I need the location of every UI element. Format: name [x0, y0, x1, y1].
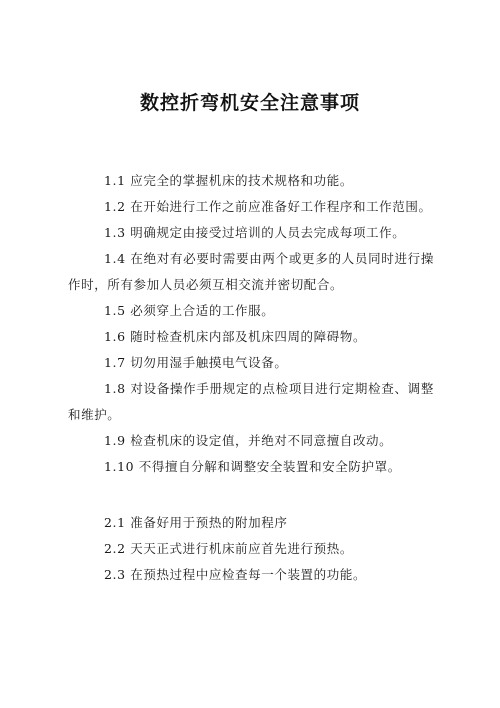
document-title: 数控折弯机安全注意事项 [139, 92, 360, 114]
paragraph-1-1: 1.1 应完全的掌握机床的技术规格和功能。 [104, 173, 353, 188]
paragraph-1-7: 1.7 切勿用湿手触摸电气设备。 [104, 355, 288, 370]
paragraph-1-5: 1.5 必须穿上合适的工作服。 [104, 303, 275, 318]
paragraph-1-2: 1.2 在开始进行工作之前应准备好工作程序和工作范围。 [104, 199, 432, 214]
paragraph-2-1: 2.1 准备好用于预热的附加程序 [104, 515, 288, 530]
paragraph-1-3: 1.3 明确规定由接受过培训的人员去完成每项工作。 [104, 225, 406, 240]
paragraph-1-10: 1.10 不得擅自分解和调整安全装置和安全防护罩。 [104, 459, 401, 474]
paragraph-1-6: 1.6 随时检查机床内部及机床四周的障碍物。 [104, 329, 367, 344]
section-gap [68, 480, 434, 510]
paragraph-1-8: 1.8 对设备操作手册规定的点检项目进行定期检查、调整和维护。 [68, 381, 434, 422]
paragraph-1-9: 1.9 检查机床的设定值，并绝对不同意擅自改动。 [104, 433, 393, 448]
paragraph-1-4: 1.4 在绝对有必要时需要由两个或更多的人员同时进行操作时，所有参加人员必须互相交流并密切配合。 [68, 251, 434, 292]
paragraph-2-3: 2.3 在预热过程中应检查每一个装置的功能。 [104, 567, 367, 582]
paragraph-2-2: 2.2 天天正式进行机床前应首先进行预热。 [104, 541, 353, 556]
document-body [68, 168, 434, 588]
